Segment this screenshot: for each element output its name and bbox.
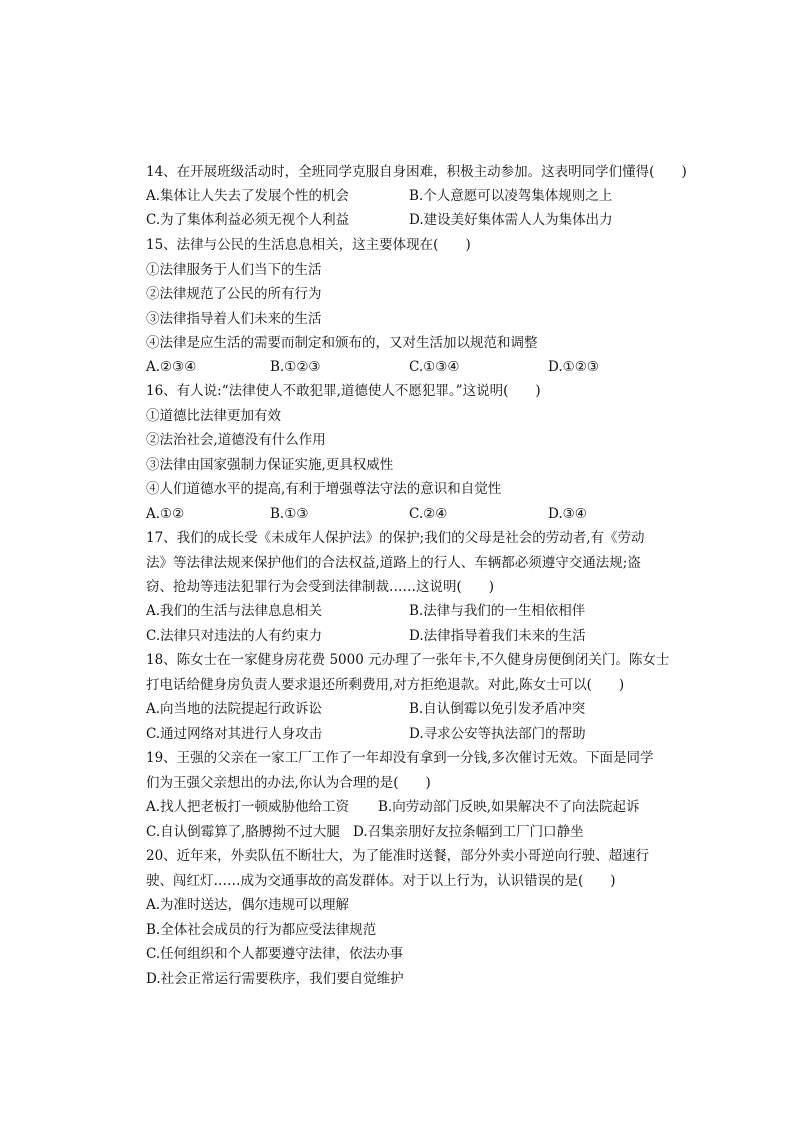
q16-statement-2: ②法治社会,道德没有什么作用: [146, 432, 326, 448]
q19-option-a: A.找人把老板打一顿威胁他给工资: [146, 799, 350, 815]
q18-option-b: B.自认倒霉以免引发矛盾冲突: [409, 701, 586, 717]
q17-option-d: D.法律指导着我们未来的生活: [409, 628, 586, 644]
q18-option-c: C.通过网络对其进行人身攻击: [146, 726, 323, 742]
q16-option-c: C.②④: [409, 506, 448, 522]
q15-option-a: A.②③④: [146, 359, 197, 375]
question-17-stem-line-2: 法》等法律法规来保护他们的合法权益,道路上的行人、车辆都必须遵守交通法规;盗: [146, 555, 641, 571]
q16-option-a: A.①②: [146, 506, 185, 522]
question-20-stem-line-1: 20、近年来，外卖队伍不断壮大，为了能准时送餐，部分外卖小哥逆向行驶、超速行: [146, 848, 650, 864]
q20-option-a: A.为准时送达，偶尔违规可以理解: [146, 897, 350, 913]
q15-statement-1: ①法律服务于人们当下的生活: [146, 262, 322, 278]
q15-option-b: B.①②③: [270, 359, 321, 375]
q20-option-c: C.任何组织和个人都要遵守法律，依法办事: [146, 946, 404, 962]
q18-option-a: A.向当地的法院提起行政诉讼: [146, 701, 323, 717]
q14-option-b: B.个人意愿可以凌驾集体规则之上: [409, 188, 613, 204]
question-20-stem-line-2: 驶、闯红灯……成为交通事故的高发群体。对于以上行为，认识错误的是( ): [146, 873, 616, 889]
q17-option-a: A.我们的生活与法律息息相关: [146, 603, 323, 619]
question-18-stem-line-1: 18、陈女士在一家健身房花费 5000 元办理了一张年卡,不久健身房便倒闭关门。陈女士: [146, 652, 670, 668]
question-17-stem-line-3: 窃、抢劫等违法犯罪行为会受到法律制裁……这说明( ): [146, 579, 495, 595]
q17-option-c: C.法律只对违法的人有约束力: [146, 628, 323, 644]
q16-statement-4: ④人们道德水平的提高,有利于增强尊法守法的意识和自觉性: [146, 481, 502, 497]
question-14-stem: 14、在开展班级活动时，全班同学克服自身困难，积极主动参加。这表明同学们懂得( ): [146, 164, 687, 180]
question-17-stem-line-1: 17、我们的成长受《未成年人保护法》的保护;我们的父母是社会的劳动者,有《劳动: [146, 530, 645, 546]
q15-option-c: C.①③④: [409, 359, 460, 375]
question-19-stem-line-2: 们为王强父亲想出的办法,你认为合理的是( ): [146, 775, 431, 791]
q15-statement-4: ④法律是应生活的需要而制定和颁布的，又对生活加以规范和调整: [146, 335, 538, 351]
q19-option-b: B.向劳动部门反映,如果解决不了向法院起诉: [378, 799, 640, 815]
q15-statement-2: ②法律规范了公民的所有行为: [146, 286, 322, 302]
q14-option-c: C.为了集体利益必须无视个人利益: [146, 212, 350, 228]
q19-option-d: D.召集亲朋好友拉条幅到工厂门口静坐: [353, 824, 584, 840]
q16-statement-1: ①道德比法律更加有效: [146, 408, 281, 424]
q17-option-b: B.法律与我们的一生相依相伴: [409, 603, 586, 619]
question-16-stem: 16、有人说:“法律使人不敢犯罪,道德使人不愿犯罪。”这说明( ): [146, 383, 541, 399]
q16-statement-3: ③法律由国家强制力保证实施,更具权威性: [146, 457, 394, 473]
q15-statement-3: ③法律指导着人们未来的生活: [146, 311, 322, 327]
q20-option-d: D.社会正常运行需要秩序，我们要自觉维护: [146, 971, 404, 987]
q14-option-d: D.建设美好集体需人人为集体出力: [409, 212, 613, 228]
question-15-stem: 15、法律与公民的生活息息相关，这主要体现在( ): [146, 237, 471, 253]
q16-option-b: B.①③: [270, 506, 309, 522]
q14-option-a: A.集体让人失去了发展个性的机会: [146, 188, 350, 204]
question-18-stem-line-2: 打电话给健身房负责人要求退还所剩费用,对方拒绝退款。对此,陈女士可以( ): [146, 677, 625, 693]
q19-option-c: C.自认倒霉算了,胳膊拗不过大腿: [146, 824, 340, 840]
q20-option-b: B.全体社会成员的行为都应受法律规范: [146, 922, 377, 938]
q18-option-d: D.寻求公安等执法部门的帮助: [409, 726, 586, 742]
q15-option-d: D.①②③: [548, 359, 599, 375]
question-19-stem-line-1: 19、王强的父亲在一家工厂工作了一年却没有拿到一分钱,多次催讨无效。下面是同学: [146, 750, 654, 766]
q16-option-d: D.③④: [548, 506, 587, 522]
